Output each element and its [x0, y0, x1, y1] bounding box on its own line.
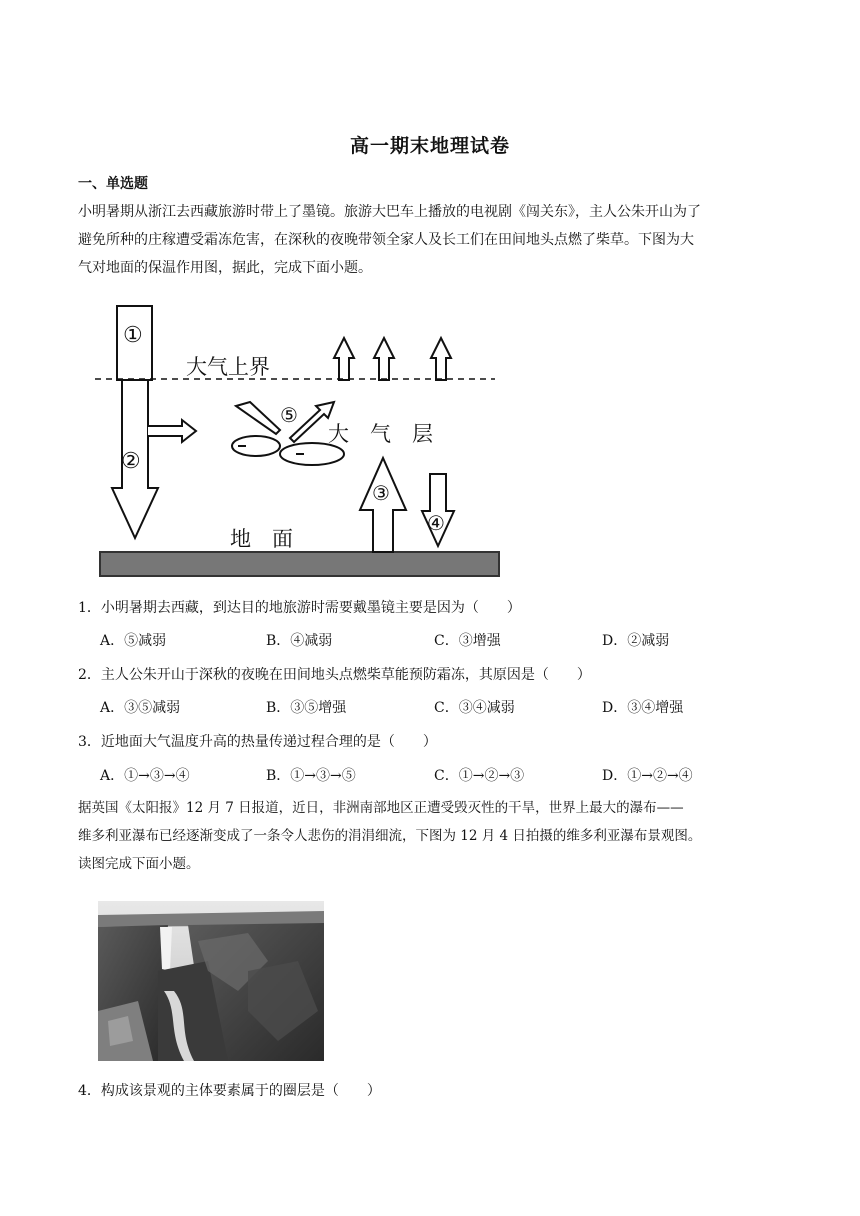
atmosphere-label: 大 气 层: [328, 422, 433, 446]
passage-1-line: 气对地面的保温作用图，据此，完成下面小题。: [78, 260, 372, 276]
marker-4: ④: [427, 511, 445, 535]
question-1-option-a: A．⑤减弱: [100, 633, 167, 649]
marker-5: ⑤: [280, 403, 298, 427]
question-3-option-d: D．①→②→④: [602, 768, 693, 784]
arrow-3: [360, 458, 406, 552]
question-2-option-a: A．③⑤减弱: [100, 700, 181, 716]
page-title: 高一期末地理试卷: [349, 135, 510, 157]
up-arrow: [431, 338, 451, 380]
question-1-option-b: B．④减弱: [266, 633, 333, 649]
question-1-option-c: C．③增强: [434, 633, 501, 649]
passage-1-line: 小明暑期从浙江去西藏旅游时带上了墨镜。旅游大巴车上播放的电视剧《闯关东》，主人公朱开山为了: [78, 204, 701, 220]
upper-boundary-label: 大气上界: [186, 355, 270, 379]
question-1-option-d: D．②减弱: [602, 633, 670, 649]
question-3-option-c: C．①→②→③: [434, 768, 525, 784]
passage-2-line: 读图完成下面小题。: [78, 856, 200, 872]
question-2-option-b: B．③⑤增强: [266, 700, 347, 716]
ground-bar: [100, 552, 499, 576]
passage-2: [78, 794, 788, 878]
arrow-4: [422, 474, 454, 546]
reflection-arrow: [148, 420, 196, 442]
passage-1: [78, 198, 788, 282]
marker-3: ③: [372, 481, 390, 505]
up-arrow: [374, 338, 394, 380]
cloud: [280, 443, 344, 465]
question-2-stem: 2．主人公朱开山于深秋的夜晚在田间地头点燃柴草能预防霜冻，其原因是（ ）: [78, 667, 591, 683]
question-3-option-a: A．①→③→④: [100, 768, 190, 784]
question-2-option-d: D．③④增强: [602, 700, 684, 716]
up-arrow: [334, 338, 354, 380]
passage-1-line: 避免所种的庄稼遭受霜冻危害，在深秋的夜晚带领全家人及长工们在田间地头点燃了柴草。下图为大: [78, 232, 694, 248]
question-3-option-b: B．①→③→⑤: [266, 768, 356, 784]
passage-2-line: 维多利亚瀑布已经逐渐变成了一条令人悲伤的涓涓细流，下图为 12 月 4 日拍摄的维多利亚瀑布景观图。: [78, 828, 702, 844]
ground-label: 地 面: [230, 527, 293, 551]
marker-1: ①: [123, 323, 143, 348]
passage-2-line: 据英国《太阳报》12 月 7 日报道，近日，非洲南部地区正遭受毁灭性的干旱，世界上最大的瀑布——: [78, 800, 684, 816]
atmosphere-insulation-diagram: [90, 298, 510, 583]
question-4-stem: 4．构成该景观的主体要素属于的圈层是（ ）: [78, 1083, 381, 1099]
marker-2: ②: [121, 449, 141, 474]
incoming-arrow: [236, 402, 280, 434]
victoria-falls-photo: [98, 901, 324, 1061]
question-2-option-c: C．③④减弱: [434, 700, 515, 716]
section-heading: 一、单选题: [78, 176, 148, 192]
question-1-stem: 1．小明暑期去西藏，到达目的地旅游时需要戴墨镜主要是因为（ ）: [78, 600, 521, 616]
question-3-stem: 3．近地面大气温度升高的热量传递过程合理的是（ ）: [78, 734, 437, 750]
